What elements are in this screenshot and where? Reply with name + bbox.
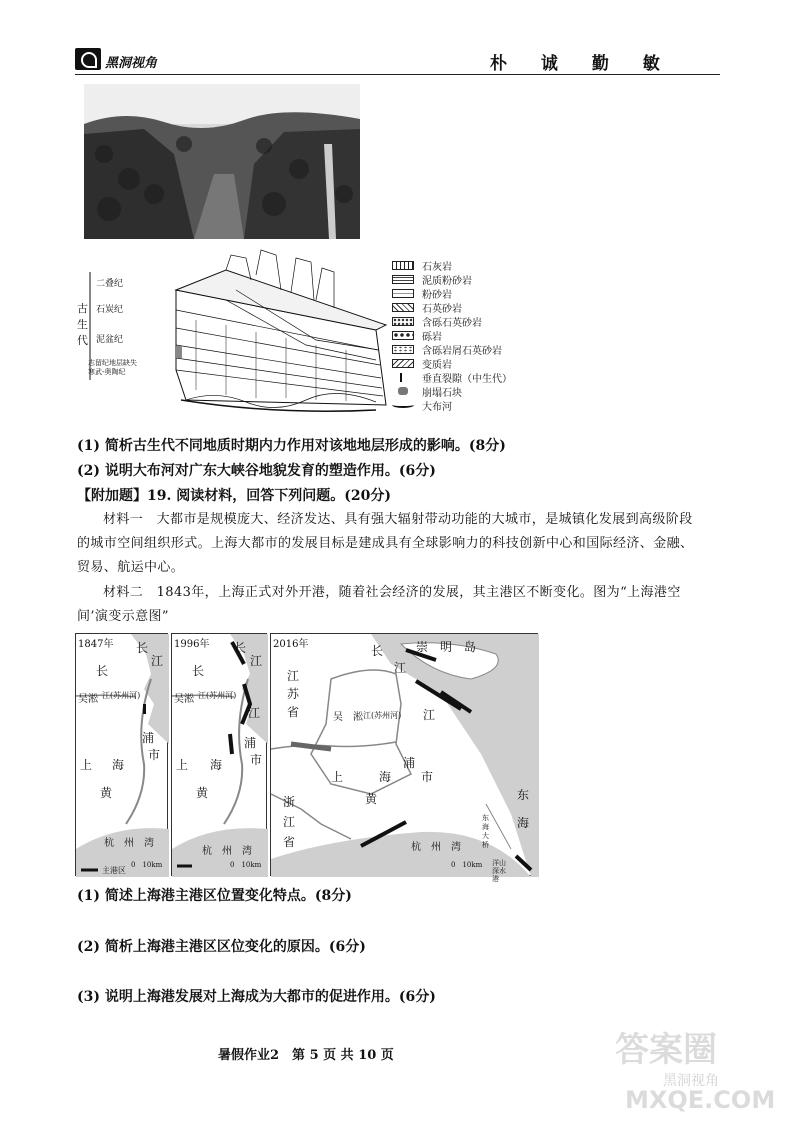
question-19-3: (3) 说明上海港发展对上海成为大都市的促进作用。(6分) <box>77 989 436 1005</box>
limestone-swatch-icon <box>392 261 414 270</box>
period-cambrian: 寒武-奥陶纪 <box>88 368 126 376</box>
watermark-site: MXQE.COM <box>625 1086 776 1114</box>
canyon-photo <box>84 84 360 239</box>
map-1847: 1847年 长 江 长 吴淞 江(苏州河) 浦 市 上 海 黄 杭 州 湾 主港区 0 10km <box>75 633 168 876</box>
watermark-logo <box>615 1022 785 1117</box>
legend-item: 崩塌石块 <box>392 384 532 398</box>
period-devonian: 泥盆纪 <box>96 335 124 345</box>
legend-item: 含砾石英砂岩 <box>392 314 532 328</box>
legend-item: 泥质粉砂岩 <box>392 272 532 286</box>
map-year: 1996年 <box>174 639 210 650</box>
siltstone-swatch-icon <box>392 289 414 298</box>
watermark-sub: 黑洞视角 <box>663 1073 719 1089</box>
question-18-1: (1) 简析古生代不同地质时期内力作用对该地地层形成的影响。(8分) <box>77 438 506 454</box>
era-label-2: 生 <box>77 318 88 331</box>
header-motto: 朴 诚 勤 敏 <box>490 54 674 74</box>
map-year: 2016年 <box>273 639 309 650</box>
era-label-3: 代 <box>77 334 88 347</box>
question-19-1: (1) 简述上海港主港区位置变化特点。(8分) <box>77 888 352 904</box>
strata-legend <box>392 258 532 412</box>
strata-diagram <box>76 250 396 425</box>
question-19-2: (2) 简析上海港主港区区位变化的原因。(6分) <box>77 939 366 955</box>
logo-icon <box>75 48 101 70</box>
gravel-quartz-swatch-icon <box>392 317 414 326</box>
shanghai-port-maps <box>75 633 538 883</box>
map-2016: 2016年 崇 明 岛 长 江 江 苏 省 吴 淞 江(苏州河) 江 浦 市 上 海 黄 浙 江 省 杭 州 湾 东 海 东海大桥 洋山深水港 0 10km <box>270 633 538 876</box>
legend-item: 含砾岩屑石英砂岩 <box>392 342 532 356</box>
rock-icon <box>398 387 408 395</box>
map-year: 1847年 <box>78 639 114 650</box>
legend-item: 石灰岩 <box>392 258 532 272</box>
period-silurian: 志留纪地层缺失 <box>88 359 137 367</box>
question-19-title: 【附加题】19. 阅读材料，回答下列问题。(20分) <box>77 488 391 504</box>
legend-item: 变质岩 <box>392 356 532 370</box>
material-2: 材料二 1843年，上海正式对外开港，随着社会经济的发展，其主港区不断变化。图为“上海港空间’演变示意图” <box>77 585 681 624</box>
period-carboniferous: 石炭纪 <box>96 305 124 315</box>
metamorphic-swatch-icon <box>392 359 414 368</box>
map-1996: 1996年 长 江 长 吴淞 江(苏州河) 江 浦 市 上 海 黄 杭 州 湾 0 10km <box>171 633 267 876</box>
material-1: 材料一 大都市是规模庞大、经济发达、具有强大辐射带动功能的大城市，是城镇化发展到高级阶段的城市空间组织形式。上海大都市的发展目标是建成具有全球影响力的科技创新中心和国际经济、金融、贸易、航运中心。 <box>77 512 694 575</box>
watermark-text: 答案圈 <box>615 1030 717 1070</box>
legend-item: 砾岩 <box>392 328 532 342</box>
brand-name: 黑洞视角 <box>105 56 158 71</box>
debris-swatch-icon <box>392 345 414 354</box>
silty-swatch-icon <box>392 275 414 284</box>
river-icon <box>392 402 414 408</box>
period-permian: 二叠纪 <box>96 279 124 289</box>
legend-item: 粉砂岩 <box>392 286 532 300</box>
legend-item: 大布河 <box>392 398 532 412</box>
fissure-icon <box>400 373 406 382</box>
page-footer: 暑假作业2 第 5 页 共 10 页 <box>218 1048 394 1063</box>
legend-main-port: 主港区 <box>102 866 126 875</box>
page-header <box>75 46 720 75</box>
question-18-2: (2) 说明大布河对广东大峡谷地貌发育的塑造作用。(6分) <box>77 463 436 479</box>
era-label-1: 古 <box>77 302 88 315</box>
quartz-swatch-icon <box>392 303 414 312</box>
legend-item: 垂直裂隙（中生代） <box>392 370 532 384</box>
conglomerate-swatch-icon <box>392 331 414 340</box>
legend-item: 石英砂岩 <box>392 300 532 314</box>
